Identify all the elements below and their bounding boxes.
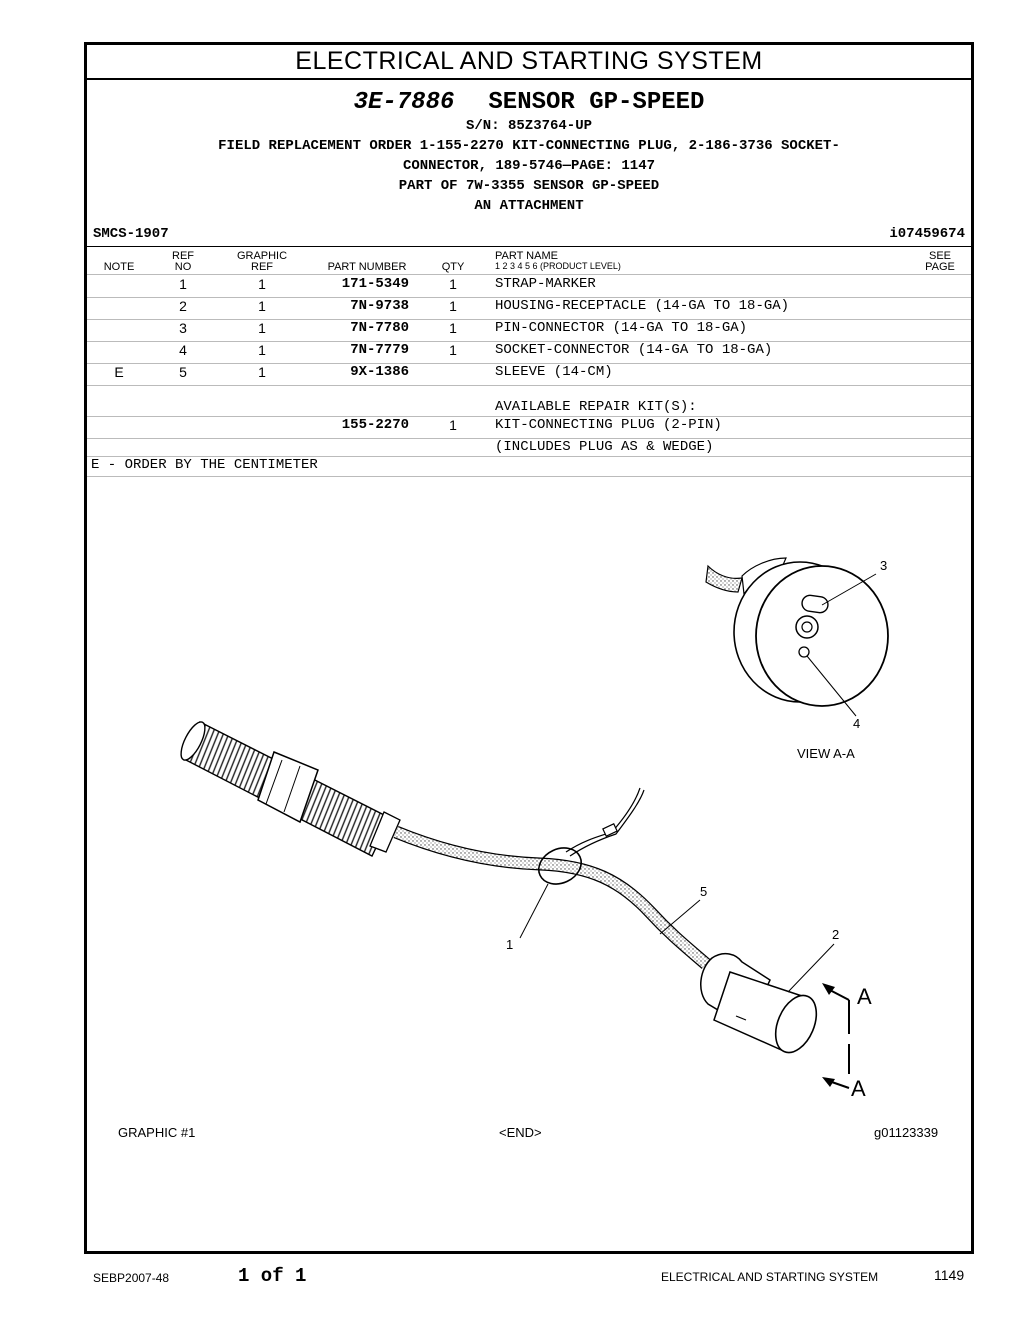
callout-3: 3	[880, 558, 888, 573]
doc-id: SEBP2007-48	[93, 1271, 170, 1285]
col-part-name: PART NAME	[495, 250, 558, 262]
row-part-name: PIN-CONNECTOR (14-GA TO 18-GA)	[495, 320, 748, 336]
row-ref: 2	[179, 298, 187, 314]
row-graphic: 1	[258, 276, 266, 292]
col-qty: QTY	[441, 261, 465, 273]
kit-part-name: KIT-CONNECTING PLUG (2-PIN)	[495, 417, 722, 433]
attachment-line: AN ATTACHMENT	[474, 198, 584, 214]
note-e: E - ORDER BY THE CENTIMETER	[91, 457, 318, 473]
row-ref: 1	[179, 276, 187, 292]
col-product-level: 1 2 3 4 5 6 (PRODUCT LEVEL)	[495, 261, 621, 271]
repair-kits-heading: AVAILABLE REPAIR KIT(S):	[495, 399, 697, 415]
end-marker: <END>	[499, 1125, 542, 1140]
row-qty: 1	[449, 276, 457, 292]
illustration-id: i07459674	[889, 226, 965, 242]
row-ref: 5	[179, 364, 187, 380]
callout-4: 4	[853, 716, 861, 731]
part-name-title: SENSOR GP-SPEED	[488, 89, 705, 116]
view-label: VIEW A-A	[797, 746, 855, 761]
row-part-name: STRAP-MARKER	[495, 276, 596, 292]
part-number-title: 3E-7886	[353, 89, 455, 116]
callout-2: 2	[832, 927, 840, 942]
row-part-name: SOCKET-CONNECTOR (14-GA TO 18-GA)	[495, 342, 773, 358]
row-graphic: 1	[258, 364, 266, 380]
footer-section: ELECTRICAL AND STARTING SYSTEM	[661, 1270, 879, 1284]
col-see-page-1: SEE	[928, 250, 951, 262]
col-ref-2: NO	[174, 261, 192, 273]
kit-part-number[interactable]: 155-2270	[341, 417, 409, 433]
row-graphic: 1	[258, 320, 266, 336]
section-letter-top: A	[857, 984, 872, 1009]
callout-1: 1	[506, 937, 514, 952]
field-replacement-line-1: FIELD REPLACEMENT ORDER 1-155-2270 KIT-CONNECTING PLUG, 2-186-3736 SOCKET-	[218, 138, 840, 154]
row-part-number[interactable]: 171-5349	[341, 276, 409, 292]
graphic-id: g01123339	[874, 1125, 939, 1140]
col-graphic-1: GRAPHIC	[236, 250, 288, 262]
row-part-number[interactable]: 9X-1386	[350, 364, 409, 380]
row-part-number[interactable]: 7N-9738	[350, 298, 409, 314]
row-part-name: HOUSING-RECEPTACLE (14-GA TO 18-GA)	[495, 298, 790, 314]
row-ref: 3	[179, 320, 187, 336]
sensor-drawing	[176, 719, 849, 1088]
page-number: 1149	[934, 1267, 965, 1283]
graphic-caption: GRAPHIC #1	[118, 1125, 196, 1140]
row-qty: 1	[449, 320, 457, 336]
part-of-line: PART OF 7W-3355 SENSOR GP-SPEED	[398, 178, 660, 194]
kit-qty: 1	[449, 417, 457, 433]
row-graphic: 1	[258, 298, 266, 314]
row-part-name: SLEEVE (14-CM)	[495, 364, 613, 380]
row-graphic: 1	[258, 342, 266, 358]
section-title: ELECTRICAL AND STARTING SYSTEM	[87, 45, 971, 80]
row-part-number[interactable]: 7N-7779	[350, 342, 409, 358]
callout-5: 5	[700, 884, 708, 899]
field-replacement-line-2: CONNECTOR, 189-5746—PAGE: 1147	[402, 158, 656, 174]
col-graphic-2: REF	[251, 261, 273, 273]
row-note: E	[114, 364, 124, 380]
row-part-number[interactable]: 7N-7780	[350, 320, 409, 336]
row-qty: 1	[449, 342, 457, 358]
col-see-page-2: PAGE	[925, 261, 955, 273]
page-of: 1 of 1	[238, 1265, 307, 1287]
col-note: NOTE	[103, 261, 135, 273]
section-letter-bottom: A	[851, 1076, 866, 1101]
kit-includes: (INCLUDES PLUG AS & WEDGE)	[495, 439, 714, 455]
row-ref: 4	[179, 342, 187, 358]
row-qty: 1	[449, 298, 457, 314]
serial-number: S/N: 85Z3764-UP	[465, 118, 593, 134]
col-part-number: PART NUMBER	[327, 261, 407, 273]
col-ref-1: REF	[172, 250, 194, 262]
view-a-a-drawing	[706, 558, 888, 716]
smcs-code: SMCS-1907	[93, 226, 169, 242]
